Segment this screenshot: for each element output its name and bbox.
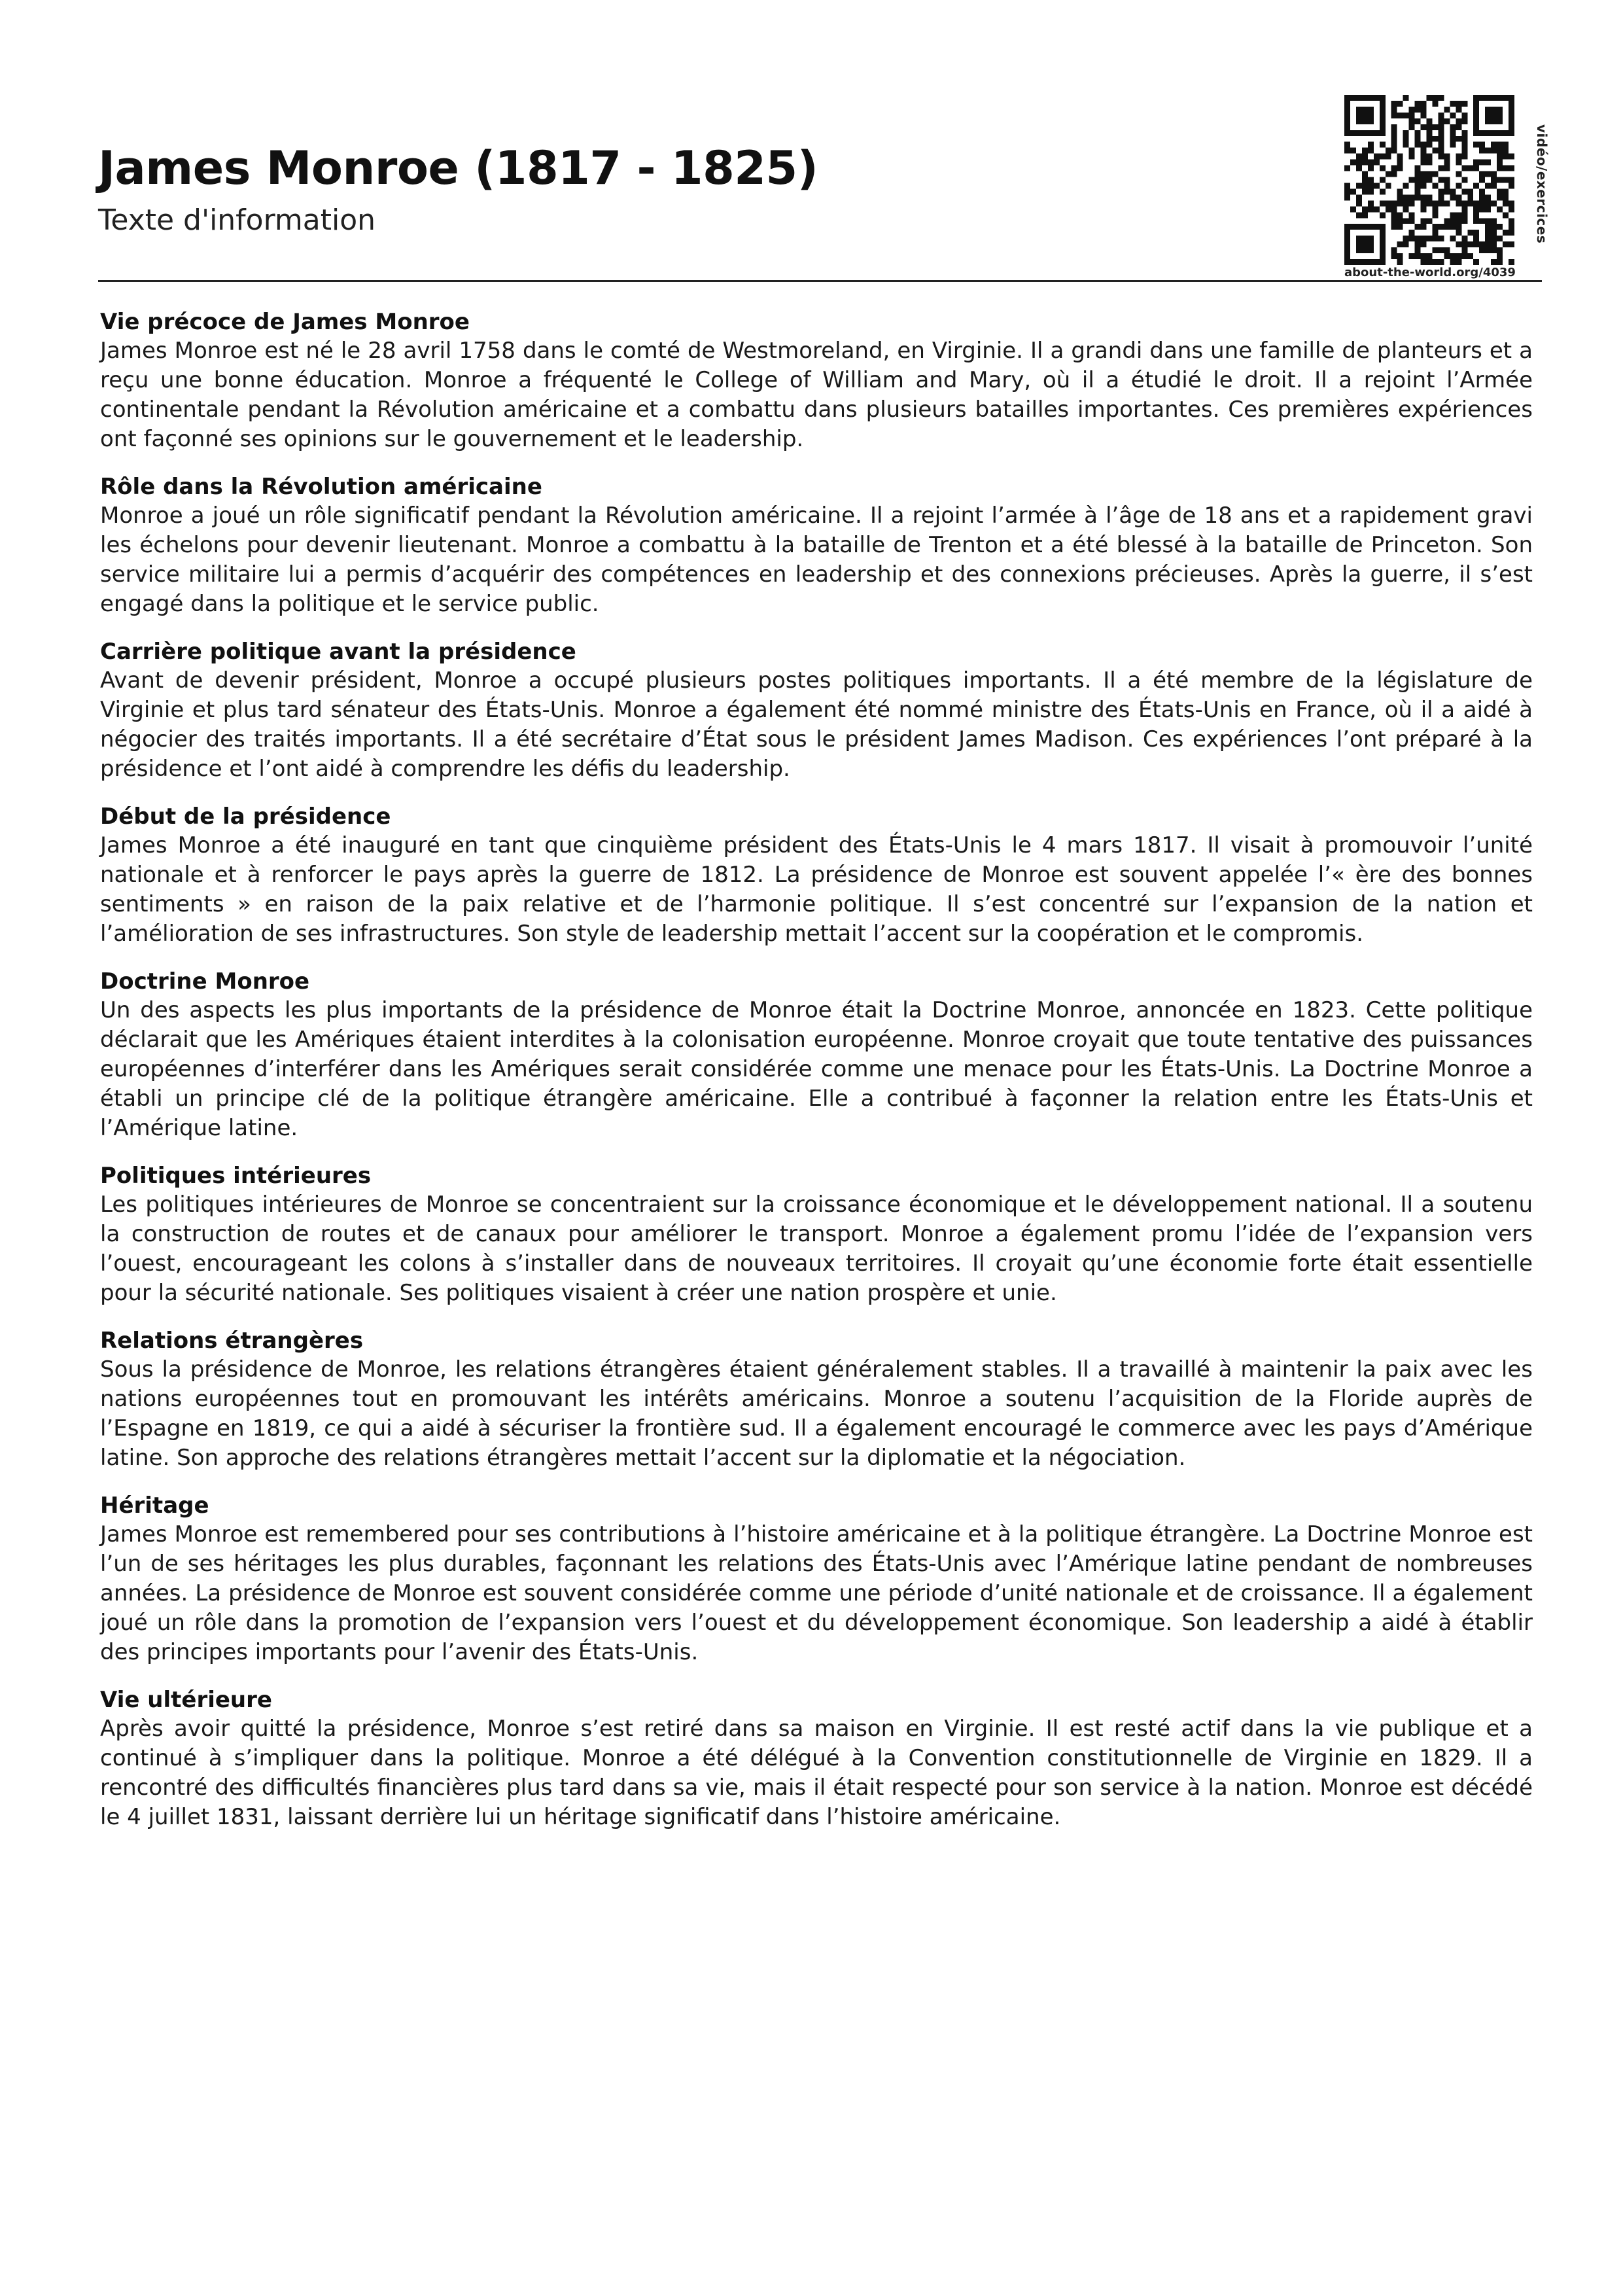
section-later-life	[100, 1686, 1533, 1832]
section-body: Un des aspects les plus importants de la présidence de Monroe était la Doctrine Monroe, annoncée en 1823. Cette politique déclarait que les Amériques étaient interdites à la colonisation européenne. Monroe croyait que toute tentative des puissances européennes d’interférer dans les Amériques serait considérée comme une menace pour les États-Unis. La Doctrine Monroe a établi un principe clé de la politique étrangère américaine. Elle a contribué à façonner la relation entre les États-Unis et l’Amérique latine.	[100, 997, 1533, 1141]
section-body: Monroe a joué un rôle significatif pendant la Révolution américaine. Il a rejoint l’armée à l’âge de 18 ans et a rapidement gravi les échelons pour devenir lieutenant. Monroe a combattu à la bataille de Trenton et a été blessé à la bataille de Princeton. Son service militaire lui a permis d’acquérir des compétences en leadership et des connexions précieuses. Après la guerre, il s’est engagé dans la politique et le service public.	[100, 503, 1533, 617]
section-body: James Monroe est remembered pour ses contributions à l’histoire américaine et à la politique étrangère. La Doctrine Monroe est l’un de ses héritages les plus durables, façonnant les relations des États-Unis avec l’Amérique latine pendant de nombreuses années. La présidence de Monroe est souvent considérée comme une période d’unité nationale et de croissance. Il a également joué un rôle dans la promotion de l’expansion vers l’ouest et du développement économique. Son leadership a aidé à établir des principes importants pour l’avenir des États-Unis.	[100, 1521, 1533, 1665]
section-heading: Politiques intérieures	[100, 1163, 372, 1189]
section-body: Sous la présidence de Monroe, les relations étrangères étaient généralement stables. Il a travaillé à maintenir la paix avec les nations européennes tout en promouvant les intérêts américains. Monroe a soutenu l’acquisition de la Floride auprès de l’Espagne en 1819, ce qui a aidé à sécuriser la frontière sud. Il a également encouragé le commerce avec les pays d’Amérique latine. Son approche des relations étrangères mettait l’accent sur la diplomatie et la négociation.	[100, 1356, 1533, 1471]
section-political-career	[100, 637, 1533, 784]
document-header	[98, 131, 1537, 281]
section-heading: Rôle dans la Révolution américaine	[100, 474, 542, 500]
section-early-life	[100, 308, 1533, 454]
section-legacy	[100, 1491, 1533, 1667]
section-foreign-relations	[100, 1326, 1533, 1473]
section-monroe-doctrine	[100, 967, 1533, 1143]
section-body: Les politiques intérieures de Monroe se concentraient sur la croissance économique et le développement national. Il a soutenu la construction de routes et de canaux pour améliorer le transport. Monroe a également promu l’idée de l’expansion vers l’ouest, encourageant les colons à s’installer dans de nouveaux territoires. Il croyait qu’une économie forte était essentielle pour la sécurité nationale. Ses politiques visaient à créer une nation prospère et unie.	[100, 1192, 1533, 1306]
section-heading: Relations étrangères	[100, 1328, 364, 1354]
section-presidency-start	[100, 802, 1533, 949]
section-body: Avant de devenir président, Monroe a occupé plusieurs postes politiques importants. Il a été membre de la législature de Virginie et plus tard sénateur des États-Unis. Monroe a également été nommé ministre des États-Unis en France, où il a aidé à négocier des traités importants. Il a été secrétaire d’État sous le président James Madison. Ces expériences l’ont préparé à la présidence et l’ont aidé à comprendre les défis du leadership.	[100, 667, 1533, 782]
qr-url-link[interactable]: about-the-world.org/4039	[1344, 266, 1516, 279]
section-revolution-role	[100, 472, 1533, 619]
section-domestic-policies	[100, 1161, 1533, 1308]
section-body: James Monroe a été inauguré en tant que cinquième président des États-Unis le 4 mars 1817. Il visait à promouvoir l’unité nationale et à renforcer le pays après la guerre de 1812. La présidence de Monroe est souvent appelée l’« ère des bonnes sentiments » en raison de la paix relative et de l’harmonie politique. Il s’est concentré sur l’expansion de la nation et l’amélioration de ses infrastructures. Son style de leadership mettait l’accent sur la coopération et le compromis.	[100, 832, 1533, 947]
qr-code-icon[interactable]	[1344, 95, 1514, 265]
section-heading: Vie précoce de James Monroe	[100, 309, 470, 335]
section-body: James Monroe est né le 28 avril 1758 dans le comté de Westmoreland, en Virginie. Il a grandi dans une famille de planteurs et a reçu une bonne éducation. Monroe a fréquenté le College of William and Mary, où il a étudié le droit. Il a rejoint l’Armée continentale pendant la Révolution américaine et a combattu dans plusieurs batailles importantes. Ces premières expériences ont façonné ses opinions sur le gouvernement et le leadership.	[100, 338, 1533, 452]
page-title: James Monroe (1817 - 1825)	[98, 141, 818, 195]
section-heading: Héritage	[100, 1492, 209, 1519]
section-heading: Vie ultérieure	[100, 1687, 272, 1713]
section-heading: Carrière politique avant la présidence	[100, 639, 576, 665]
document-body	[100, 308, 1533, 1850]
section-body: Après avoir quitté la présidence, Monroe s’est retiré dans sa maison en Virginie. Il est resté actif dans la vie publique et a continué à s’impliquer dans la politique. Monroe a été délégué à la Convention constitutionnelle de Virginie en 1829. Il a rencontré des difficultés financières plus tard dans sa vie, mais il était respecté pour son service à la nation. Monroe est décédé le 4 juillet 1831, laissant derrière lui un héritage significatif dans l’histoire américaine.	[100, 1716, 1533, 1830]
header-divider	[98, 280, 1542, 282]
section-heading: Doctrine Monroe	[100, 968, 310, 995]
page-subtitle: Texte d'information	[98, 203, 376, 237]
qr-side-label: vidéo/exercices	[1534, 124, 1550, 244]
section-heading: Début de la présidence	[100, 804, 391, 830]
